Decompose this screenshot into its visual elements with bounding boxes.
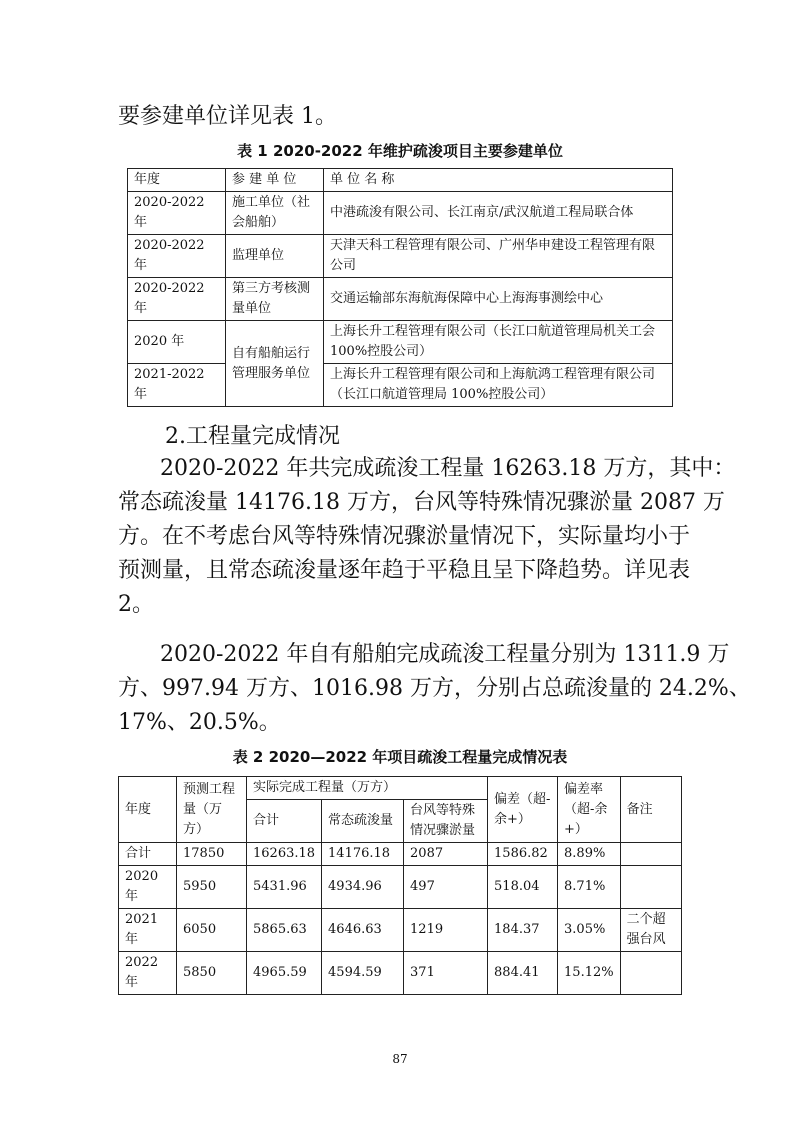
- forecast-cell: 6050: [177, 909, 247, 952]
- typhoon-cell: 371: [404, 952, 488, 995]
- section-heading: 2.工程量完成情况: [165, 424, 340, 449]
- table1-caption: 表 1 2020-2022 年维护疏浚项目主要参建单位: [237, 142, 563, 160]
- table-row: [119, 952, 682, 995]
- normal-cell: 4934.96: [322, 866, 404, 909]
- header-note: 备注: [620, 777, 681, 843]
- typhoon-cell: 497: [404, 866, 488, 909]
- total-cell: 4965.59: [247, 952, 322, 995]
- table-row: [119, 909, 682, 952]
- rate-cell: 8.89%: [558, 843, 621, 866]
- participants-table: [127, 168, 673, 407]
- year-cell: 合计: [119, 843, 177, 866]
- deviation-cell: 518.04: [488, 866, 558, 909]
- deviation-cell: 184.37: [488, 909, 558, 952]
- table-row: [128, 278, 673, 321]
- table-row: [128, 235, 673, 278]
- name-cell: 交通运输部东海航海保障中心上海海事测绘中心: [324, 278, 673, 321]
- deviation-cell: 1586.82: [488, 843, 558, 866]
- name-cell: 上海长升工程管理有限公司（长江口航道管理局机关工会 100%控股公司）: [324, 321, 673, 364]
- year-cell: 2020-2022 年: [128, 278, 226, 321]
- para1-line: 2。: [118, 592, 154, 617]
- table-row: [128, 364, 673, 407]
- header-rate: 偏差率（超-余+）: [558, 777, 621, 843]
- table2-caption: 表 2 2020—2022 年项目疏浚工程量完成情况表: [232, 748, 568, 766]
- total-cell: 5431.96: [247, 866, 322, 909]
- name-cell: 中港疏浚有限公司、长江南京/武汉航道工程局联合体: [324, 192, 673, 235]
- para1-line: 方。在不考虑台风等特殊情况骤淤量情况下，实际量均小于: [118, 524, 691, 549]
- name-cell: 天津天科工程管理有限公司、广州华申建设工程管理有限公司: [324, 235, 673, 278]
- forecast-cell: 17850: [177, 843, 247, 866]
- normal-cell: 14176.18: [322, 843, 404, 866]
- header-total: 合计: [247, 800, 322, 843]
- deviation-cell: 884.41: [488, 952, 558, 995]
- normal-cell: 4646.63: [322, 909, 404, 952]
- para2-line: 17%、20.5%。: [118, 710, 281, 735]
- para2-line: 方、997.94 万方、1016.98 万方，分别占总疏浚量的 24.2%、: [118, 676, 751, 701]
- unit-cell: 监理单位: [226, 235, 324, 278]
- table-row: [119, 866, 682, 909]
- header-actual: 实际完成工程量（万方）: [247, 777, 488, 800]
- year-cell: 2020-2022 年: [128, 192, 226, 235]
- normal-cell: 4594.59: [322, 952, 404, 995]
- intro-line: 要参建单位详见表 1。: [118, 104, 337, 129]
- typhoon-cell: 1219: [404, 909, 488, 952]
- unit-cell: 自有船舶运行管理服务单位: [226, 321, 324, 407]
- para2-line: 2020-2022 年自有船舶完成疏浚工程量分别为 1311.9 万: [160, 642, 730, 667]
- rate-cell: 15.12%: [558, 952, 621, 995]
- year-cell: 2022 年: [119, 952, 177, 995]
- name-cell: 上海长升工程管理有限公司和上海航鸿工程管理有限公司（长江口航道管理局 100%控股公司）: [324, 364, 673, 407]
- year-cell: 2021 年: [119, 909, 177, 952]
- forecast-cell: 5850: [177, 952, 247, 995]
- dredging-volume-table: [118, 776, 682, 995]
- header-forecast: 预测工程量（万方）: [177, 777, 247, 843]
- para1-line: 预测量，且常态疏浚量逐年趋于平稳且呈下降趋势。详见表: [118, 558, 691, 583]
- header-year: 年度: [128, 169, 226, 192]
- note-cell: 二个超强台风: [620, 909, 681, 952]
- year-cell: 2020 年: [128, 321, 226, 364]
- unit-cell: 施工单位（社会船舶）: [226, 192, 324, 235]
- year-cell: 2020 年: [119, 866, 177, 909]
- header-deviation: 偏差（超-余+）: [488, 777, 558, 843]
- para1-line: 2020-2022 年共完成疏浚工程量 16263.18 万方，其中：: [160, 456, 736, 481]
- table-header-row: [119, 777, 682, 800]
- header-year: 年度: [119, 777, 177, 843]
- rate-cell: 3.05%: [558, 909, 621, 952]
- note-cell: [620, 866, 681, 909]
- table-row: [119, 843, 682, 866]
- header-typhoon: 台风等特殊情况骤淤量: [404, 800, 488, 843]
- table-header-row: [128, 169, 673, 192]
- para1-line: 常态疏浚量 14176.18 万方，台风等特殊情况骤淤量 2087 万: [118, 490, 725, 515]
- note-cell: [620, 952, 681, 995]
- header-unit: 参 建 单 位: [226, 169, 324, 192]
- note-cell: [620, 843, 681, 866]
- table-row: [128, 192, 673, 235]
- typhoon-cell: 2087: [404, 843, 488, 866]
- year-cell: 2021-2022 年: [128, 364, 226, 407]
- header-normal: 常态疏浚量: [322, 800, 404, 843]
- year-cell: 2020-2022 年: [128, 235, 226, 278]
- rate-cell: 8.71%: [558, 866, 621, 909]
- table-row: [128, 321, 673, 364]
- forecast-cell: 5950: [177, 866, 247, 909]
- header-name: 单 位 名 称: [324, 169, 673, 192]
- total-cell: 5865.63: [247, 909, 322, 952]
- total-cell: 16263.18: [247, 843, 322, 866]
- page-number: 87: [392, 1052, 408, 1066]
- unit-cell: 第三方考核测量单位: [226, 278, 324, 321]
